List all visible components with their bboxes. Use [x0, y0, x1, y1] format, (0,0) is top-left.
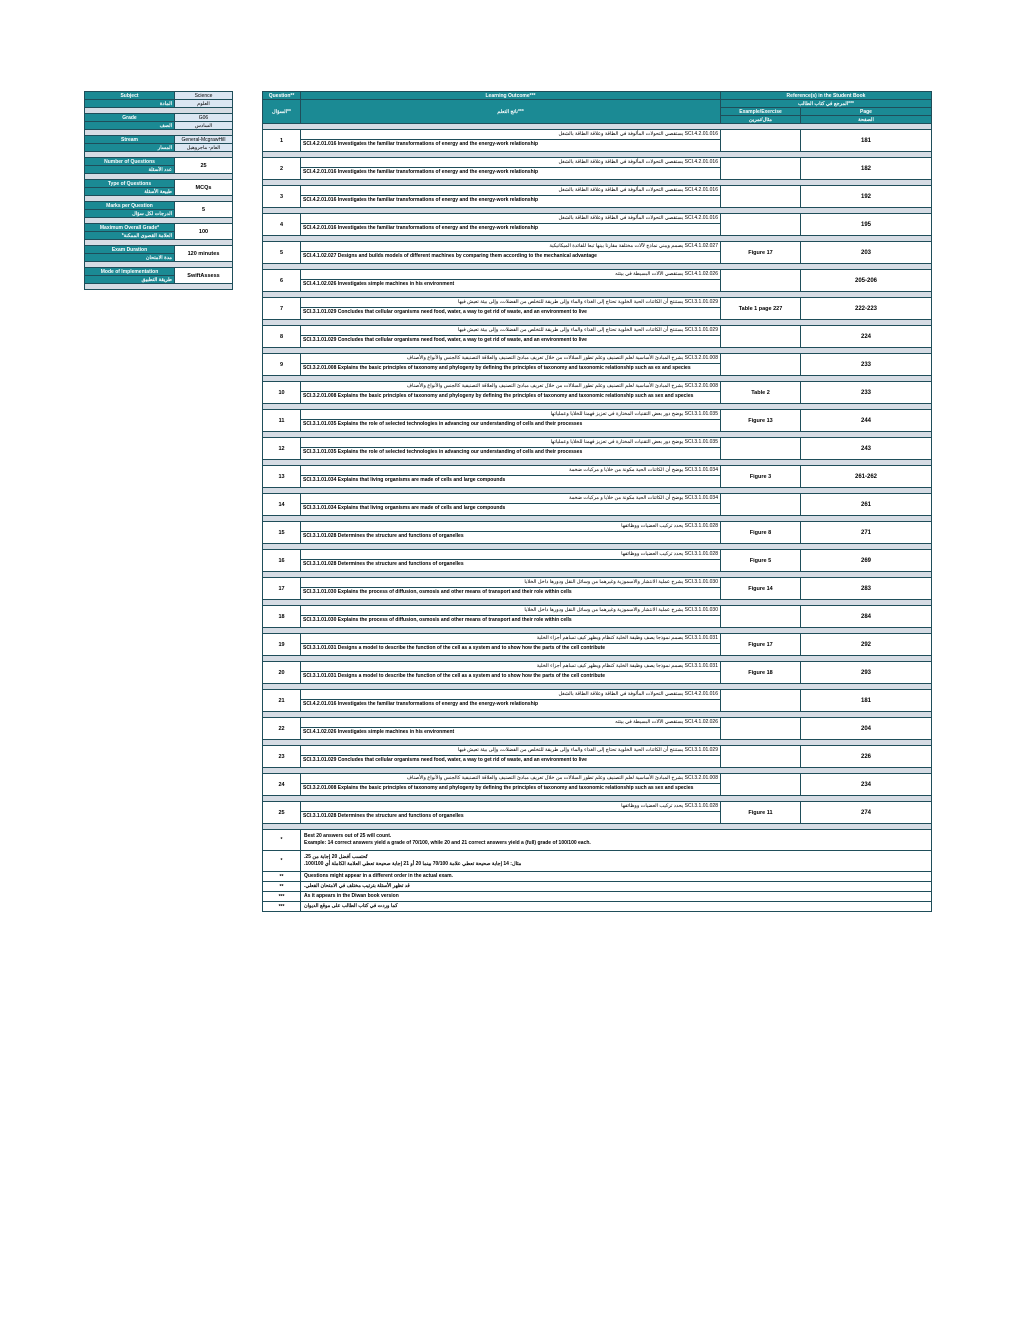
info-value: Science	[175, 92, 233, 100]
note-line: Best 20 answers out of 25 will count.	[304, 833, 392, 839]
learning-outcome	[301, 690, 721, 712]
learning-outcome-ar: SCI.3.1.01.028 يحدد تركيب العضيات ووظائفها	[301, 802, 720, 812]
learning-outcome-ar: SCI.4.2.01.016 يستقصي التحولات المألوفة في الطاقة وعلاقة الطاقة بالشغل	[301, 690, 720, 700]
page-reference: 261-262	[801, 466, 932, 488]
question-number: 10	[263, 382, 301, 404]
page-reference: 283	[801, 578, 932, 600]
question-number: 12	[263, 438, 301, 460]
page-reference: 222-223	[801, 298, 932, 320]
page-reference: 274	[801, 802, 932, 824]
question-row	[263, 382, 932, 404]
info-row	[85, 158, 233, 166]
question-row	[263, 130, 932, 152]
learning-outcome-en: SCI.3.1.01.035 Explains the role of selected technologies in advancing our understanding of cells and their processes	[303, 421, 583, 427]
outcome-header: Learning Outcome***	[301, 92, 721, 100]
page-reference: 292	[801, 634, 932, 656]
question-number: 20	[263, 662, 301, 684]
question-row	[263, 606, 932, 628]
learning-outcome	[301, 326, 721, 348]
reference-header: Reference(s) in the Student Book	[721, 92, 932, 100]
question-number: 7	[263, 298, 301, 320]
info-label: طبيعة الأسئلة	[85, 188, 175, 196]
example-reference: Table 1 page 227	[721, 298, 801, 320]
question-row	[263, 186, 932, 208]
example-reference	[721, 690, 801, 712]
info-value: MCQs	[175, 180, 233, 196]
example-reference	[721, 214, 801, 236]
note-symbol: *	[263, 851, 301, 872]
note-line: مثال: 14 إجابة صحيحة تعطي علامة 70/100 بينما 20 أو 21 إجابة صحيحة تعطي العلامة الكاملة أي 100/100.	[304, 861, 522, 867]
note-row	[263, 892, 932, 902]
page-reference: 192	[801, 186, 932, 208]
question-number: 13	[263, 466, 301, 488]
page-reference: 261	[801, 494, 932, 516]
info-value: 100	[175, 224, 233, 240]
note-row	[263, 851, 932, 872]
learning-outcome-ar: SCI.3.1.01.030 يشرح عملية الانتشار والاسموزية وغيرهما من وسائل النقل ودورها داخل الخلايا	[301, 606, 720, 616]
question-row	[263, 466, 932, 488]
learning-outcome	[301, 578, 721, 600]
learning-outcome-ar: SCI.4.2.01.016 يستقصي التحولات المألوفة في الطاقة وعلاقة الطاقة بالشغل	[301, 186, 720, 196]
question-row	[263, 214, 932, 236]
info-value: General-McgrawHill	[175, 136, 233, 144]
learning-outcome	[301, 186, 721, 208]
example-reference: Figure 3	[721, 466, 801, 488]
info-row	[85, 202, 233, 210]
note-row	[263, 872, 932, 882]
page-reference: 205-206	[801, 270, 932, 292]
question-row	[263, 354, 932, 376]
question-number: 15	[263, 522, 301, 544]
learning-outcome	[301, 746, 721, 768]
info-label: طريقة التطبيق	[85, 276, 175, 284]
example-reference: Figure 11	[721, 802, 801, 824]
question-number: 9	[263, 354, 301, 376]
page-reference: 293	[801, 662, 932, 684]
example-reference	[721, 718, 801, 740]
learning-outcome	[301, 382, 721, 404]
learning-outcome-ar: SCI.3.1.01.035 يوضح دور بعض التقنيات المختارة في تعزيز فهمنا للخلايا وعملياتها	[301, 438, 720, 448]
learning-outcome-en: SCI.3.2.01.008 Explains the basic principles of taxonomy and phylogeny by defining the principles of taxonomy and taxonomic relationship such as ex and species	[303, 365, 691, 371]
learning-outcome-ar: SCI.4.1.02.026 يستقصي الآلات البسيطة في بيئته	[301, 718, 720, 728]
learning-outcome-en: SCI.3.1.01.034 Explains that living organisms are made of cells and large compounds	[303, 505, 506, 511]
learning-outcome-en: SCI.3.2.01.008 Explains the basic principles of taxonomy and phylogeny by defining the principles of taxonomy and taxonomic relationship such as sex and species	[303, 785, 694, 791]
learning-outcome-en: SCI.4.2.01.016 Investigates the familiar transformations of energy and the energy-work relationship	[303, 701, 539, 707]
learning-outcome	[301, 214, 721, 236]
info-label: Mode of Implementation	[85, 268, 175, 276]
question-row	[263, 522, 932, 544]
learning-outcome-en: SCI.4.1.02.026 Investigates simple machines in his environment	[303, 729, 455, 735]
learning-outcome	[301, 130, 721, 152]
page-reference: 181	[801, 690, 932, 712]
page-reference: 203	[801, 242, 932, 264]
learning-outcome	[301, 242, 721, 264]
note-line: As it appears in the Diwan book version	[304, 893, 399, 899]
info-label: Maximum Overall Grade*	[85, 224, 175, 232]
learning-outcome-en: SCI.3.1.01.031 Designs a model to describe the function of the cell as a system and to show how the parts of the cell contribute	[303, 673, 606, 679]
learning-outcome-ar: SCI.3.1.01.030 يشرح عملية الانتشار والاسموزية وغيرهما من وسائل النقل ودورها داخل الخلايا	[301, 578, 720, 588]
info-row	[85, 246, 233, 254]
page-reference: 195	[801, 214, 932, 236]
info-row	[85, 136, 233, 144]
question-row	[263, 578, 932, 600]
info-label: عدد الأسئلة	[85, 166, 175, 174]
question-number: 24	[263, 774, 301, 796]
learning-outcome	[301, 606, 721, 628]
example-header: Example/Exercise	[721, 108, 801, 116]
example-reference	[721, 438, 801, 460]
question-row	[263, 438, 932, 460]
note-row	[263, 882, 932, 892]
question-row	[263, 634, 932, 656]
learning-outcome-ar: SCI.4.1.02.027 يصمم ويبني نماذج لآلات مختلفة مقارنا بينها تبعا للفائدة الميكانيكية	[301, 242, 720, 252]
page-header: Page	[801, 108, 932, 116]
note-line: كما وردت في كتاب الطالب على موقع الديوان	[304, 903, 398, 909]
example-reference	[721, 746, 801, 768]
note-row	[263, 830, 932, 851]
note-text	[301, 902, 932, 912]
info-value: السادس	[175, 122, 233, 130]
exam-info-panel	[84, 91, 233, 290]
page-reference: 233	[801, 382, 932, 404]
example-reference: Figure 5	[721, 550, 801, 572]
info-row	[85, 144, 233, 152]
learning-outcome-ar: SCI.3.2.01.008 يشرح المبادئ الأساسية لعلم التصنيف وعلم تطور السلالات من خلال تعريف مبادئ التصنيف والعلاقة التصنيفية كالجنس والأنواع والأصناف	[301, 354, 720, 364]
learning-outcome-en: SCI.3.1.01.030 Explains the process of diffusion, osmosis and other means of transport and their role within cells	[303, 589, 572, 595]
learning-outcome-en: SCI.4.2.01.016 Investigates the familiar transformations of energy and the energy-work relationship	[303, 169, 539, 175]
page-reference: 181	[801, 130, 932, 152]
learning-outcome-en: SCI.3.1.01.029 Concludes that cellular organisms need food, water, a way to get rid of waste, and an environment to live	[303, 337, 587, 343]
info-gap-cell	[85, 284, 233, 290]
question-number: 2	[263, 158, 301, 180]
example-reference: Figure 13	[721, 410, 801, 432]
question-row	[263, 158, 932, 180]
question-number: 21	[263, 690, 301, 712]
learning-outcome-ar: SCI.3.1.01.028 يحدد تركيب العضيات ووظائفها	[301, 522, 720, 532]
info-label: مدة الامتحان	[85, 254, 175, 262]
question-number: 25	[263, 802, 301, 824]
page-reference: 182	[801, 158, 932, 180]
question-row	[263, 410, 932, 432]
question-row	[263, 494, 932, 516]
info-value: G06	[175, 114, 233, 122]
page-header-ar: الصفحة	[801, 116, 932, 124]
info-label: Exam Duration	[85, 246, 175, 254]
learning-outcome-en: SCI.4.2.01.016 Investigates the familiar transformations of energy and the energy-work relationship	[303, 141, 539, 147]
question-row	[263, 298, 932, 320]
example-reference: Figure 17	[721, 242, 801, 264]
question-row	[263, 690, 932, 712]
page-reference: 226	[801, 746, 932, 768]
example-header-ar: مثال/تمرين	[721, 116, 801, 124]
learning-outcome-en: SCI.4.1.02.026 Investigates simple machines in his environment	[303, 281, 455, 287]
learning-outcome-ar: SCI.3.1.01.035 يوضح دور بعض التقنيات المختارة في تعزيز فهمنا للخلايا وعملياتها	[301, 410, 720, 420]
note-line: قد تظهر الأسئلة بترتيب مختلف في الامتحان الفعلي.	[304, 883, 410, 889]
learning-outcome	[301, 774, 721, 796]
learning-outcome-ar: SCI.4.2.01.016 يستقصي التحولات المألوفة في الطاقة وعلاقة الطاقة بالشغل	[301, 158, 720, 168]
question-row	[263, 802, 932, 824]
learning-outcome-en: SCI.3.1.01.034 Explains that living organisms are made of cells and large compounds	[303, 477, 506, 483]
page-reference: 224	[801, 326, 932, 348]
page-reference: 271	[801, 522, 932, 544]
learning-outcome-en: SCI.3.1.01.030 Explains the process of diffusion, osmosis and other means of transport and their role within cells	[303, 617, 572, 623]
question-number: 14	[263, 494, 301, 516]
question-number: 8	[263, 326, 301, 348]
question-header-ar: السؤال**	[263, 100, 301, 124]
info-row	[85, 100, 233, 108]
page-reference: 233	[801, 354, 932, 376]
learning-outcome	[301, 270, 721, 292]
example-reference	[721, 606, 801, 628]
learning-outcome	[301, 438, 721, 460]
learning-outcome-ar: SCI.4.2.01.016 يستقصي التحولات المألوفة في الطاقة وعلاقة الطاقة بالشغل	[301, 130, 720, 140]
learning-outcome-en: SCI.3.1.01.028 Determines the structure and functions of organelles	[303, 813, 464, 819]
note-text	[301, 892, 932, 902]
learning-outcome-ar: SCI.3.1.01.031 يصمم نموذجا يصف وظيفة الخلية كنظام ويظهر كيف تساهم أجزاء الخلية	[301, 634, 720, 644]
note-symbol: **	[263, 882, 301, 892]
note-text	[301, 851, 932, 872]
learning-outcome	[301, 298, 721, 320]
question-number: 5	[263, 242, 301, 264]
example-reference	[721, 130, 801, 152]
learning-outcome-en: SCI.3.1.01.035 Explains the role of selected technologies in advancing our understanding of cells and their processes	[303, 449, 583, 455]
learning-outcome-en: SCI.4.2.01.016 Investigates the familiar transformations of energy and the energy-work relationship	[303, 225, 539, 231]
learning-outcome	[301, 158, 721, 180]
learning-outcome-ar: SCI.3.1.01.034 يوضح أن الكائنات الحية مكونة من خلايا و مركبات ضخمة	[301, 466, 720, 476]
info-row	[85, 224, 233, 232]
question-row	[263, 662, 932, 684]
question-number: 17	[263, 578, 301, 600]
info-label: الصف	[85, 122, 175, 130]
reference-header-ar: المرجع في كتاب الطالب***	[721, 100, 932, 108]
learning-outcome	[301, 550, 721, 572]
example-reference: Figure 17	[721, 634, 801, 656]
info-label: العلامة القصوى الممكنة*	[85, 232, 175, 240]
info-label: الدرجات لكل سؤال	[85, 210, 175, 218]
learning-outcome	[301, 410, 721, 432]
info-label: المسار	[85, 144, 175, 152]
example-reference	[721, 158, 801, 180]
question-number: 18	[263, 606, 301, 628]
question-row	[263, 270, 932, 292]
learning-outcome-ar: SCI.3.1.01.029 يستنتج أن الكائنات الحية الخلوية تحتاج إلى الغذاء والماء وإلى طريقة للتخلص من الفضلات، وإلى بيئة تعيش فيها	[301, 326, 720, 336]
note-line: Example: 14 correct answers yield a grade of 70/100, while 20 and 21 correct answers yield a (full) grade of 100/100 each.	[304, 840, 591, 846]
info-label: Subject	[85, 92, 175, 100]
note-symbol: **	[263, 872, 301, 882]
learning-outcome-ar: SCI.3.1.01.029 يستنتج أن الكائنات الحية الخلوية تحتاج إلى الغذاء والماء وإلى طريقة للتخلص من الفضلات، وإلى بيئة تعيش فيها	[301, 298, 720, 308]
example-reference: Figure 18	[721, 662, 801, 684]
learning-outcome-en: SCI.3.1.01.029 Concludes that cellular organisms need food, water, a way to get rid of waste, and an environment to live	[303, 757, 587, 763]
note-line: تُحتسب أفضل 20 إجابة من 25.	[304, 854, 368, 860]
info-value: 25	[175, 158, 233, 174]
note-text	[301, 872, 932, 882]
info-label: Number of Questions	[85, 158, 175, 166]
learning-outcome	[301, 662, 721, 684]
example-reference: Table 2	[721, 382, 801, 404]
learning-outcome-ar: SCI.3.1.01.029 يستنتج أن الكائنات الحية الخلوية تحتاج إلى الغذاء والماء وإلى طريقة للتخلص من الفضلات، وإلى بيئة تعيش فيها	[301, 746, 720, 756]
exam-blueprint-table	[262, 91, 932, 912]
learning-outcome	[301, 354, 721, 376]
example-reference: Figure 8	[721, 522, 801, 544]
info-row	[85, 114, 233, 122]
info-gap	[85, 284, 233, 290]
learning-outcome-ar: SCI.3.2.01.008 يشرح المبادئ الأساسية لعلم التصنيف وعلم تطور السلالات من خلال تعريف مبادئ التصنيف والعلاقة التصنيفية كالجنس والأنواع والأصناف	[301, 382, 720, 392]
learning-outcome-en: SCI.4.2.01.016 Investigates the familiar transformations of energy and the energy-work relationship	[303, 197, 539, 203]
question-number: 16	[263, 550, 301, 572]
note-symbol: ***	[263, 892, 301, 902]
note-line: Questions might appear in a different order in the actual exam.	[304, 873, 453, 879]
info-label: Type of Questions	[85, 180, 175, 188]
note-text	[301, 830, 932, 851]
page-reference: 284	[801, 606, 932, 628]
note-symbol: *	[263, 830, 301, 851]
question-row	[263, 774, 932, 796]
page-reference: 269	[801, 550, 932, 572]
note-symbol: ***	[263, 902, 301, 912]
info-label: Stream	[85, 136, 175, 144]
example-reference: Figure 14	[721, 578, 801, 600]
info-row	[85, 268, 233, 276]
learning-outcome	[301, 466, 721, 488]
page-reference: 244	[801, 410, 932, 432]
learning-outcome	[301, 494, 721, 516]
info-row	[85, 180, 233, 188]
learning-outcome-en: SCI.3.1.01.031 Designs a model to describe the function of the cell as a system and to show how the parts of the cell contribute	[303, 645, 606, 651]
question-number: 3	[263, 186, 301, 208]
question-number: 1	[263, 130, 301, 152]
note-text	[301, 882, 932, 892]
page-reference: 204	[801, 718, 932, 740]
page-reference: 243	[801, 438, 932, 460]
learning-outcome-ar: SCI.3.2.01.008 يشرح المبادئ الأساسية لعلم التصنيف وعلم تطور السلالات من خلال تعريف مبادئ التصنيف والعلاقة التصنيفية كالجنس والأنواع والأصناف	[301, 774, 720, 784]
learning-outcome-en: SCI.4.1.02.027 Designs and builds models of different machines by comparing them according to the mechanical advantage	[303, 253, 597, 259]
question-number: 6	[263, 270, 301, 292]
learning-outcome-ar: SCI.4.2.01.016 يستقصي التحولات المألوفة في الطاقة وعلاقة الطاقة بالشغل	[301, 214, 720, 224]
info-row	[85, 92, 233, 100]
learning-outcome-en: SCI.3.1.01.028 Determines the structure and functions of organelles	[303, 561, 464, 567]
question-row	[263, 718, 932, 740]
learning-outcome-ar: SCI.3.1.01.028 يحدد تركيب العضيات ووظائفها	[301, 550, 720, 560]
outcome-header-ar: ناتج التعلم***	[301, 100, 721, 124]
learning-outcome-en: SCI.3.1.01.029 Concludes that cellular organisms need food, water, a way to get rid of waste, and an environment to live	[303, 309, 587, 315]
learning-outcome	[301, 522, 721, 544]
question-number: 23	[263, 746, 301, 768]
example-reference	[721, 774, 801, 796]
info-label: Grade	[85, 114, 175, 122]
example-reference	[721, 186, 801, 208]
info-value: العلوم	[175, 100, 233, 108]
question-number: 19	[263, 634, 301, 656]
learning-outcome-en: SCI.3.2.01.008 Explains the basic principles of taxonomy and phylogeny by defining the principles of taxonomy and taxonomic relationship such as sex and species	[303, 393, 694, 399]
info-label: Marks per Question	[85, 202, 175, 210]
question-row	[263, 746, 932, 768]
learning-outcome-ar: SCI.4.1.02.026 يستقصي الآلات البسيطة في بيئته	[301, 270, 720, 280]
info-value: العام- ماجروهيل	[175, 144, 233, 152]
info-value: 120 minutes	[175, 246, 233, 262]
info-value: 5	[175, 202, 233, 218]
info-row	[85, 122, 233, 130]
page-reference: 234	[801, 774, 932, 796]
info-label: المادة	[85, 100, 175, 108]
question-row	[263, 242, 932, 264]
question-row	[263, 550, 932, 572]
example-reference	[721, 326, 801, 348]
question-number: 4	[263, 214, 301, 236]
learning-outcome	[301, 802, 721, 824]
learning-outcome-ar: SCI.3.1.01.034 يوضح أن الكائنات الحية مكونة من خلايا و مركبات ضخمة	[301, 494, 720, 504]
info-value: SwiftAssess	[175, 268, 233, 284]
question-row	[263, 326, 932, 348]
example-reference	[721, 354, 801, 376]
learning-outcome-en: SCI.3.1.01.028 Determines the structure and functions of organelles	[303, 533, 464, 539]
example-reference	[721, 494, 801, 516]
example-reference	[721, 270, 801, 292]
learning-outcome-ar: SCI.3.1.01.031 يصمم نموذجا يصف وظيفة الخلية كنظام ويظهر كيف تساهم أجزاء الخلية	[301, 662, 720, 672]
note-row	[263, 902, 932, 912]
learning-outcome	[301, 718, 721, 740]
question-number: 22	[263, 718, 301, 740]
question-number: 11	[263, 410, 301, 432]
learning-outcome	[301, 634, 721, 656]
question-header: Question**	[263, 92, 301, 100]
